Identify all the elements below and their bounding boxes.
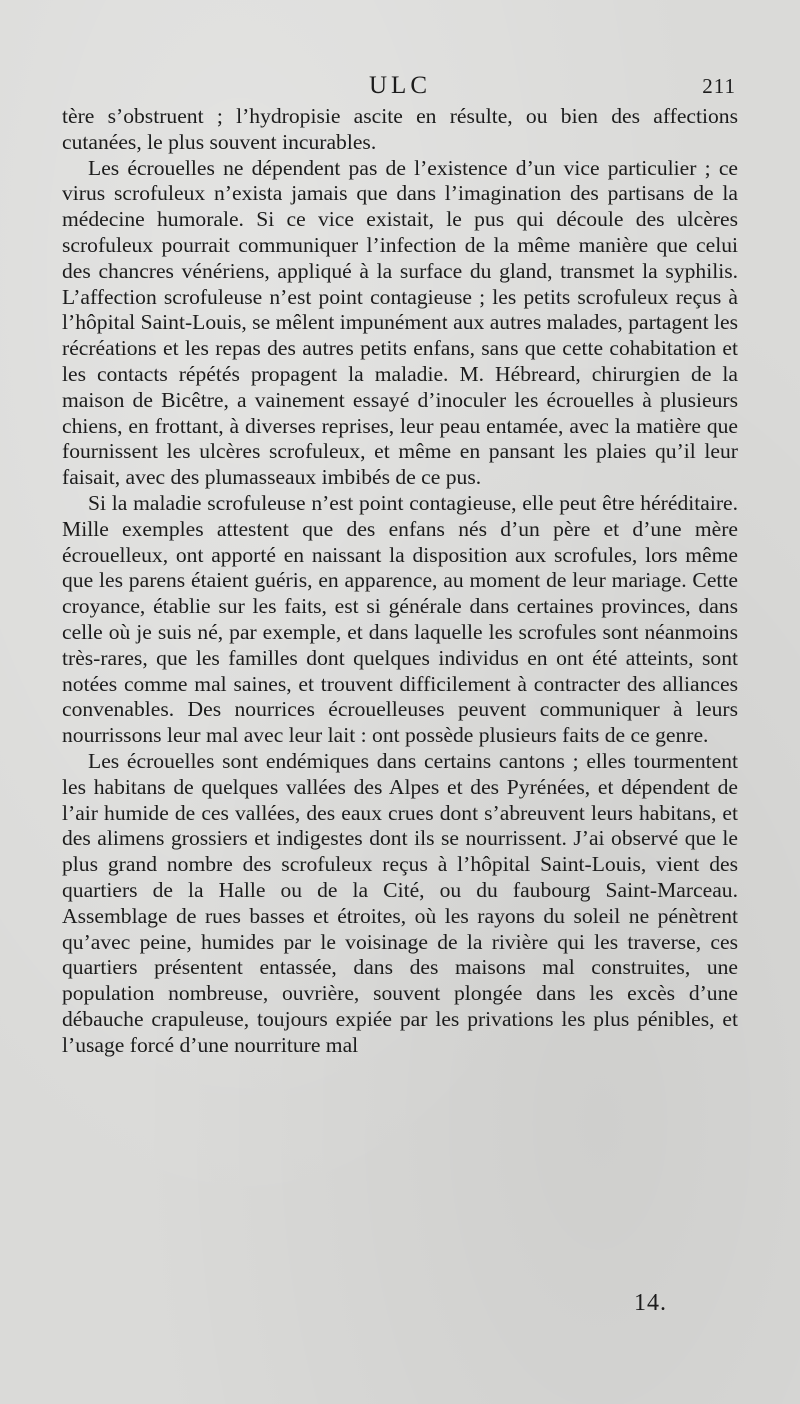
paragraph-continuation: tère s’obstruent ; l’hydropisie ascite en résulte, ou bien des affections cutanées, le plus souvent incurables. <box>62 104 738 154</box>
paragraph-endemic: Les écrouelles sont endémiques dans certains cantons ; elles tourmentent les habitans de quelques vallées des Alpes et des Pyrénées, et dépendent de l’air humide de ces vallées, des eaux crues dont s’abreuvent leurs habitans, et des alimens grossiers et indigestes dont ils se nourrissent. J’ai observé que le plus grand nombre des scrofuleux reçus à l’hôpital Saint-Louis, vient des quartiers de la Halle ou de la Cité, ou du faubourg Saint-Marceau. Assemblage de rues basses et étroites, où les rayons du soleil ne pénètrent qu’avec peine, humides par le voisinage de la rivière qui les traverse, ces quartiers présentent entassée, dans des maisons mal construites, une population nombreuse, ouvrière, souvent plongée dans les excès d’une débauche crapuleuse, toujours expiée par les privations les plus pénibles, et l’usage forcé d’une nourriture mal <box>62 748 738 1057</box>
page-number: 211 <box>702 74 736 98</box>
page-header <box>62 64 738 104</box>
paragraph-heredity: Si la maladie scrofuleuse n’est point contagieuse, elle peut être héréditaire. Mille exemples attestent que des enfans nés d’un père et d’une mère écrouelleux, ont apporté en naissant la disposition aux scrofules, lors même que les parens étaient guéris, en apparence, au moment de leur mariage. Cette croyance, établie sur les faits, est si générale dans certaines provinces, dans celle où je suis né, par exemple, et dans laquelle les scrofules sont néanmoins très-rares, que les familles dont quelques individus en ont été atteints, sont notées comme mal saines, et trouvent difficilement à contracter des alliances convenables. Des nourrices écrouelleuses peuvent communiquer à leurs nourrissons leur mal avec leur lait : ont possède plusieurs faits de ce genre. <box>62 490 738 748</box>
paragraph-contagion: Les écrouelles ne dépendent pas de l’existence d’un vice particulier ; ce virus scrofuleux n’exista jamais que dans l’imagination des partisans de la médecine humorale. Si ce vice existait, le pus qui découle des ulcères scrofuleux pourrait communiquer l’infection de la même manière que celui des chancres vénériens, appliqué à la surface du gland, transmet la syphilis. L’affection scrofuleuse n’est point contagieuse ; les petits scrofuleux reçus à l’hôpital Saint-Louis, se mêlent impunément aux autres malades, partagent les récréations et les repas des autres petits enfans, sans que cette cohabitation et les contacts répétés propagent la maladie. M. Hébreard, chirurgien de la maison de Bicêtre, a vainement essayé d’inoculer les écrouelles à plusieurs chiens, en frottant, à diverses reprises, leur peau entamée, avec la matière que fournissent les ulcères scrofuleux, et même en pansant les plaies qu’il leur faisait, avec des plumasseaux imbibés de ce pus. <box>62 155 738 490</box>
signature-mark: 14. <box>634 1290 667 1316</box>
running-head: ULC <box>369 72 431 99</box>
body-text <box>62 104 738 1058</box>
